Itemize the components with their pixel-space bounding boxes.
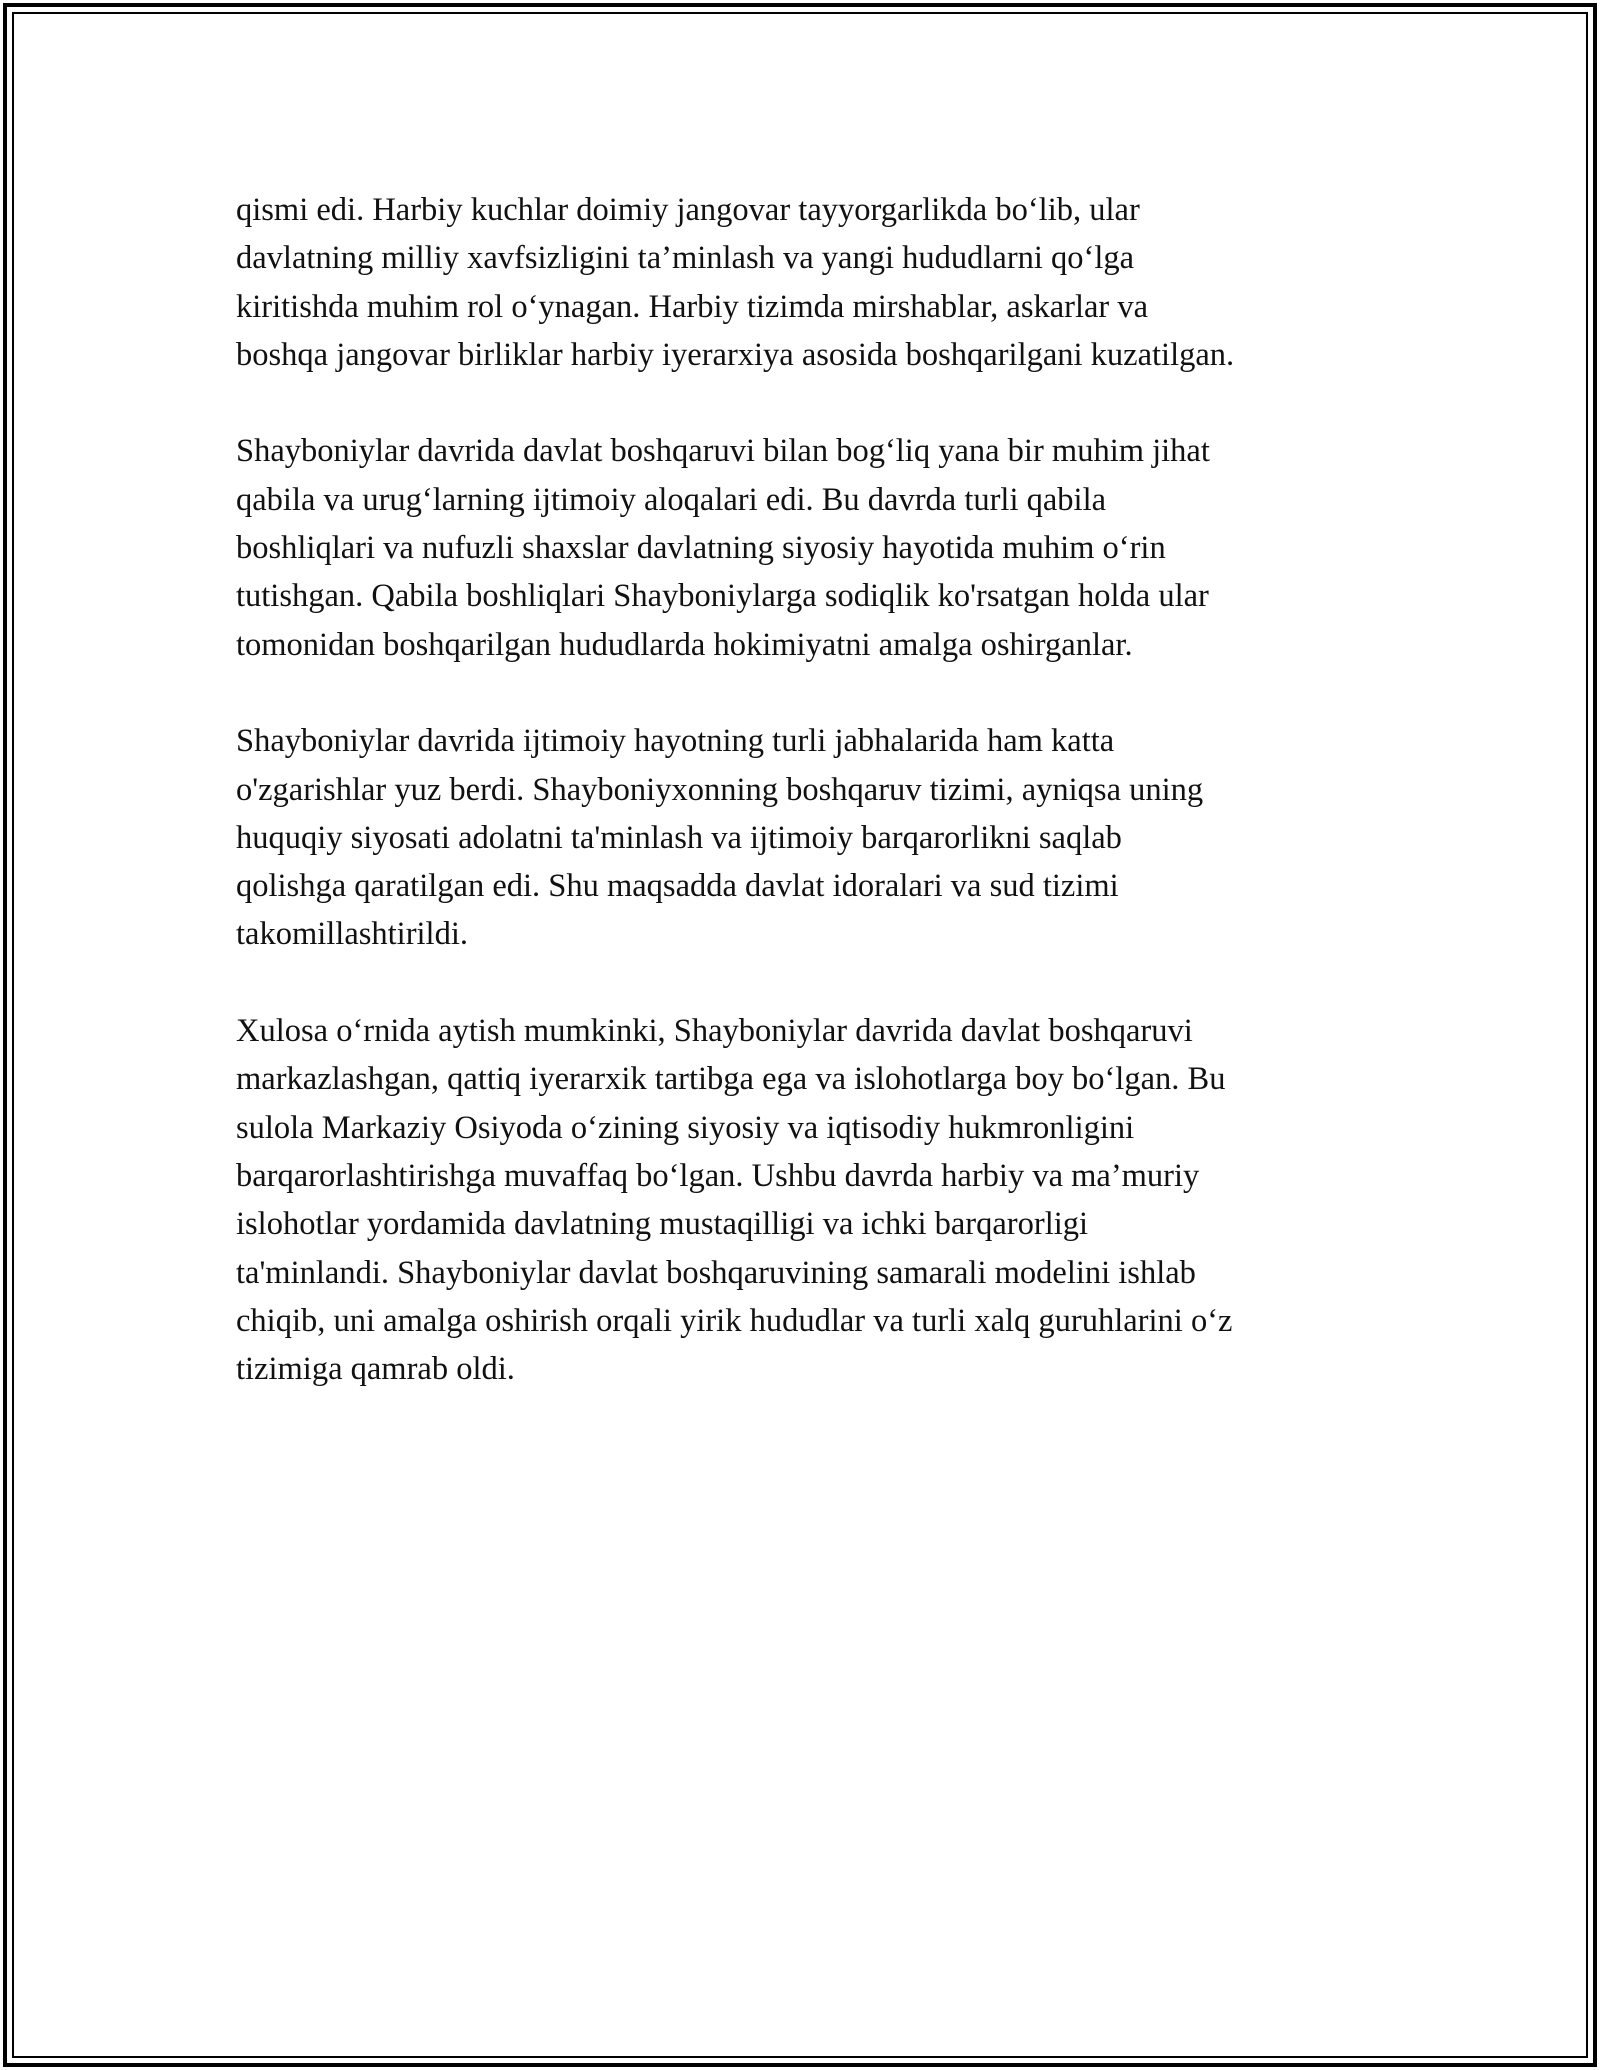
text-line: chiqib, uni amalga oshirish orqali yirik hududlar va turli xalq guruhlarini o‘z	[236, 1302, 1233, 1339]
text-line: Shayboniylar davrida davlat boshqaruvi bilan bog‘liq yana bir muhim jihat	[236, 433, 1210, 470]
document-body	[236, 186, 1376, 1442]
text-line: takomillashtirildi.	[236, 916, 468, 953]
text-line: davlatning milliy xavfsizligini ta’minlash va yangi hududlarni qo‘lga	[236, 240, 1135, 277]
text-line: tomonidan boshqarilgan hududlarda hokimiyatni amalga oshirganlar.	[236, 626, 1133, 663]
text-line: ta'minlandi. Shayboniylar davlat boshqaruvining samarali modelini ishlab	[236, 1254, 1196, 1291]
text-line: tutishgan. Qabila boshliqlari Shayboniylarga sodiqlik ko'rsatgan holda ular	[236, 578, 1209, 615]
paragraph-2	[236, 427, 1376, 668]
text-line: markazlashgan, qattiq iyerarxik tartibga ega va islohotlarga boy bo‘lgan. Bu	[236, 1061, 1226, 1098]
paragraph-3	[236, 717, 1376, 958]
text-line: o'zgarishlar yuz berdi. Shayboniyxonning boshqaruv tizimi, ayniqsa uning	[236, 771, 1204, 808]
text-line: boshqa jangovar birliklar harbiy iyerarxiya asosida boshqarilgani kuzatilgan.	[236, 336, 1235, 373]
text-line: boshliqlari va nufuzli shaxslar davlatning siyosiy hayotida muhim o‘rin	[236, 530, 1166, 567]
text-line: kiritishda muhim rol o‘ynagan. Harbiy tizimda mirshablar, askarlar va	[236, 288, 1149, 325]
text-line: sulola Markaziy Osiyoda o‘zining siyosiy va iqtisodiy hukmronligini	[236, 1109, 1135, 1146]
text-line: Shayboniylar davrida ijtimoiy hayotning turli jabhalarida ham katta	[236, 723, 1115, 760]
text-line: tizimiga qamrab oldi.	[236, 1351, 515, 1388]
text-line: barqarorlashtirishga muvaffaq bo‘lgan. Ushbu davrda harbiy va ma’muriy	[236, 1157, 1200, 1194]
text-line: islohotlar yordamida davlatning mustaqilligi va ichki barqarorligi	[236, 1206, 1089, 1243]
paragraph-1	[236, 186, 1376, 379]
paragraph-4	[236, 1007, 1376, 1393]
text-line: huquqiy siyosati adolatni ta'minlash va ijtimoiy barqarorlikni saqlab	[236, 819, 1122, 856]
text-line: Xulosa o‘rnida aytish mumkinki, Shayboniylar davrida davlat boshqaruvi	[236, 1013, 1193, 1050]
text-line: qismi edi. Harbiy kuchlar doimiy jangovar tayyorgarlikda bo‘lib, ular	[236, 192, 1140, 228]
text-line: qolishga qaratilgan edi. Shu maqsadda davlat idoralari va sud tizimi	[236, 868, 1119, 905]
text-line: qabila va urug‘larning ijtimoiy aloqalari edi. Bu davrda turli qabila	[236, 481, 1107, 518]
